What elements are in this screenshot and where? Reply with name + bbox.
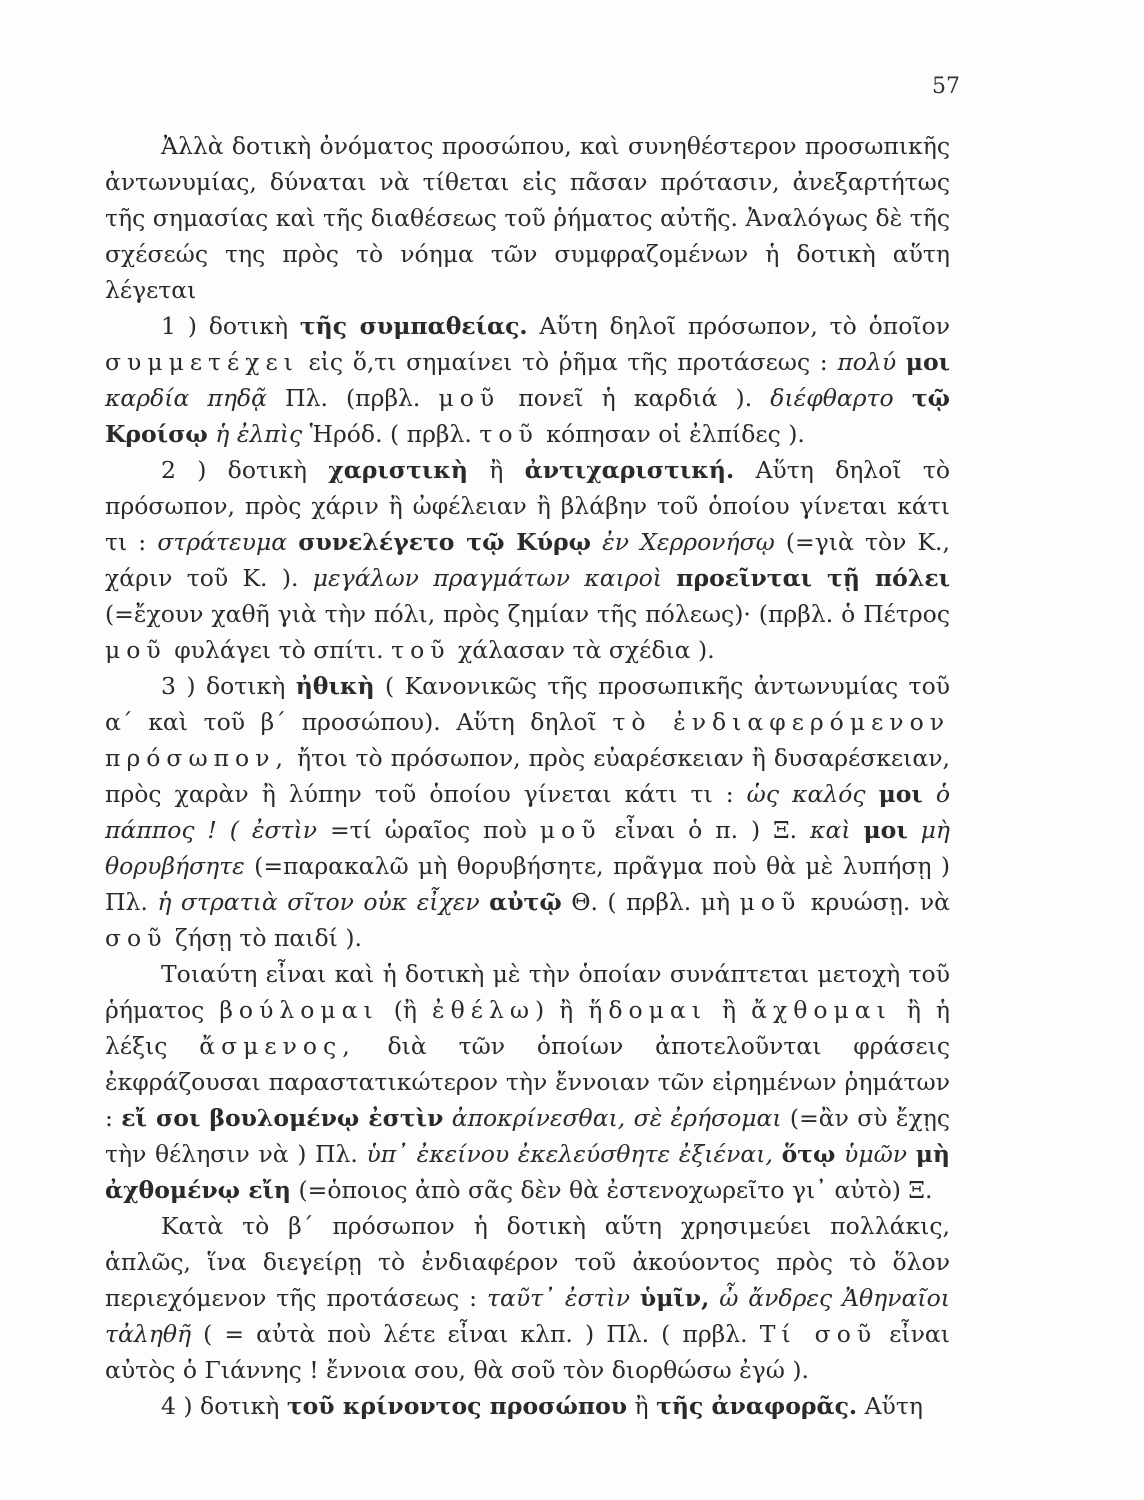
text-run: (=ἔχουν χαθῆ γιὰ τὴν πόλι, πρὸς ζημίαν τῆς πόλεως)· (πρβλ. ὁ Πέτρος (105, 600, 950, 628)
text-run: ἥδομαι (588, 996, 707, 1024)
text-run: μοι (863, 816, 908, 844)
text-run: (=ὁποιος ἀπὸ σᾶς δὲν θὰ ἐστενοχωρεῖτο γι᾽ αὐτὸ) Ξ. (290, 1176, 933, 1204)
text-run: αὐτῷ (489, 888, 562, 916)
text-run: ἡ ἐλπὶς (207, 420, 303, 448)
text-run: ἠθικὴ (295, 672, 375, 700)
text-run: Θ. ( πρβλ. μὴ (561, 888, 740, 916)
text-run: Κατὰ τὸ β΄ πρόσωπον ἡ δοτικὴ αὕτη χρησιμεύει πολλάκις, ἁπλῶς, ἵνα διεγείρῃ τὸ ἐνδιαφέρον τοῦ ἀκούοντος πρὸς τὸ ὅλον περιεχόμενον τῆς προτάσεως : (105, 1212, 950, 1312)
text-run: ( = αὐτὰ ποὺ λέτε εἶναι κλπ. ) Πλ. ( πρβλ. (191, 1320, 760, 1348)
text-run: ὑμῖν, (639, 1284, 710, 1312)
text-run: φυλάγει τὸ σπίτι. (166, 636, 392, 664)
text-run: τὸ ἐνδιαφερόμενον πρόσωπον, (105, 708, 951, 772)
text-run: ἡ στρατιὰ σῖτον οὐκ εἶχεν (157, 888, 490, 916)
text-run: ἢ (627, 1392, 657, 1420)
text-run: χαριστικὴ (328, 456, 468, 484)
text-run: ὅτῳ (781, 1140, 836, 1168)
text-run: συμμετέχει (105, 348, 299, 376)
text-run: στράτευμα (157, 528, 299, 556)
page-number: 57 (932, 74, 960, 99)
paragraph-intro (105, 128, 950, 308)
text-run: ὡς καλός (746, 780, 879, 808)
paragraph-second-person-usage (105, 1208, 950, 1388)
text-run: ζήσῃ τὸ παιδί ). (167, 924, 362, 952)
text-run: ἄσμενος, (199, 1032, 356, 1060)
text-run: εἰς ὅ,τι σημαίνει τὸ ῥῆμα τῆς προτάσεως : (298, 348, 838, 376)
text-run: ὁ πάππος ! ( ἐστὶν (105, 780, 951, 844)
text-run: ἢ (468, 456, 525, 484)
text-run: μὴ ἀχθομένῳ εἴη (105, 1140, 950, 1204)
paragraph-dative-of-advantage (105, 452, 950, 668)
text-run: 2 ) δοτικὴ (161, 456, 329, 484)
text-run: ) ἢ (535, 996, 589, 1024)
text-run: (=ἂν σὺ ἔχῃς τὴν θέλησιν νὰ ) Πλ. (105, 1104, 951, 1168)
text-run: καὶ (810, 816, 864, 844)
paragraph-participle-construction (105, 956, 950, 1208)
text-run: ἀντιχαριστική. (524, 456, 735, 484)
text-run: εἶναι ὁ π. ) Ξ. (601, 816, 811, 844)
text-run: ἀποκρίνεσθαι, σὲ ἐρήσομαι (443, 1104, 782, 1132)
text-run: μοῦ (438, 384, 501, 412)
text-run: συνελέγετο τῷ Κύρῳ (298, 528, 592, 556)
text-run: μοι (878, 780, 923, 808)
text-run: μοῦ (539, 816, 602, 844)
text-run: τῆς συμπαθείας. (299, 312, 528, 340)
text-run: μοῦ (105, 636, 167, 664)
text-run: (=γιὰ τὸν Κ., χάριν τοῦ Κ. ). (105, 528, 950, 592)
paragraph-ethical-dative (105, 668, 950, 956)
text-run: ἄχθομαι (751, 996, 892, 1024)
text-run: τῆς ἀναφορᾶς. (656, 1392, 858, 1420)
text-run: μεγάλων πραγμάτων καιροὶ (312, 564, 677, 592)
text-run: εἴ σοι βουλομένῳ ἐστὶν (121, 1104, 444, 1132)
text-run: Ἡρόδ. ( πρβλ. (302, 420, 480, 448)
text-run: Αὕτη δηλοῖ τὸ πρόσωπον, πρὸς χάριν ἢ ὠφέλειαν ἢ βλάβην τοῦ ὁποίου γίνεται κάτι τι : (105, 456, 950, 556)
text-run: ὑπ᾽ ἐκείνου ἐκελεύσθητε ἐξιέναι, (366, 1140, 782, 1168)
text-run: τοῦ κρίνοντος προσώπου (286, 1392, 628, 1420)
paragraph-dative-of-sympathy (105, 308, 950, 452)
text-run: ἐν Χερρονήσῳ (591, 528, 775, 556)
text-run: τοῦ (479, 420, 539, 448)
text-run: 4 ) δοτικὴ (161, 1392, 287, 1420)
text-run: χάλασαν τὰ σχέδια ). (450, 636, 715, 664)
text-run: ὦ ἄνδρες Ἀθηναῖοι τἀληθῆ (105, 1284, 950, 1348)
text-run: (=παρακαλῶ μὴ θορυβήσητε, πρᾶγμα ποὺ θὰ μὲ λυπήσῃ ) Πλ. (105, 852, 950, 916)
text-run: ἢ ἡ λέξις (105, 996, 950, 1060)
text-run: Αὕτη (857, 1392, 923, 1420)
text-run: ( Κανονικῶς τῆς προσωπικῆς ἀντωνυμίας τοῦ α΄ καὶ τοῦ β΄ προσώπου). Αὕτη δηλοῖ (105, 672, 950, 736)
text-run: κόπησαν οἱ ἐλπίδες ). (538, 420, 805, 448)
text-run: διὰ τῶν ὁποίων ἀποτελοῦνται φράσεις ἐκφράζουσαι παραστατικώτερον τὴν ἔννοιαν τῶν εἰρημένων ῥημάτων : (105, 1032, 950, 1132)
text-run: ἤτοι τὸ πρόσωπον, πρὸς εὐαρέσκειαν ἢ δυσαρέσκειαν, πρὸς χαρὰν ἢ λύπην τοῦ ὁποίου γίνεται κάτι τι : (105, 744, 950, 808)
text-run: τῷ Κροίσῳ (105, 384, 950, 448)
text-run: Ἀλλὰ δοτικὴ ὀνόματος προσώπου, καὶ συνηθέστερον προσωπικῆς ἀντωνυμίας, δύναται νὰ τίθεται εἰς πᾶσαν πρότασιν, ἀνεξαρτήτως τῆς σημασίας καὶ τῆς διαθέσεως τοῦ ῥήματος αὐτῆς. Ἀναλόγως δὲ τῆς σχέσεώς της πρὸς τὸ νόημα τῶν συμφραζομένων ἡ δοτικὴ αὕτη λέγεται (105, 132, 950, 304)
text-run: Τί σοῦ (759, 1320, 878, 1348)
text-run: ἐθέλω (432, 996, 536, 1024)
text-run: προεῖνται τῇ πόλει (676, 564, 950, 592)
text-run: ταῦτ᾽ ἐστὶν (487, 1284, 640, 1312)
text-run: εἶναι αὐτὸς ὁ Γιάννης ! ἔννοια σου, θὰ σοῦ τὸν διορθώσω ἐγώ ). (105, 1320, 950, 1384)
text-run: τοῦ (391, 636, 451, 664)
text-run: καρδία πηδᾷ (105, 384, 267, 412)
paragraph-dative-of-reference (105, 1388, 950, 1424)
text-run: ὑμῶν (835, 1140, 916, 1168)
text-run: Πλ. (πρβλ. (266, 384, 439, 412)
body-text (105, 128, 950, 1424)
text-run: διέφθαρτο (770, 384, 912, 412)
text-run: μοι (905, 348, 950, 376)
text-run: 1 ) δοτικὴ (161, 312, 300, 340)
text-run: Τοιαύτη εἶναι καὶ ἡ δοτικὴ μὲ τὴν ὁποίαν συνάπτεται μετοχὴ τοῦ ῥήματος (105, 960, 950, 1024)
text-run: βούλομαι (219, 996, 379, 1024)
text-run: Αὕτη δηλοῖ πρόσωπον, τὸ ὁποῖον (527, 312, 950, 340)
text-run: κρυώσῃ. νὰ (801, 888, 950, 916)
text-run: ἢ (707, 996, 752, 1024)
text-run: πονεῖ ἡ καρδιά ). (500, 384, 771, 412)
text-run: μοῦ (739, 888, 802, 916)
text-run: μὴ θορυβήσητε (105, 816, 950, 880)
text-run: =τί ὡραῖος ποὺ (317, 816, 540, 844)
text-run: πολύ (837, 348, 906, 376)
text-run: 3 ) δοτικὴ (161, 672, 296, 700)
text-run: σοῦ (105, 924, 168, 952)
text-run: (ἢ (378, 996, 433, 1024)
